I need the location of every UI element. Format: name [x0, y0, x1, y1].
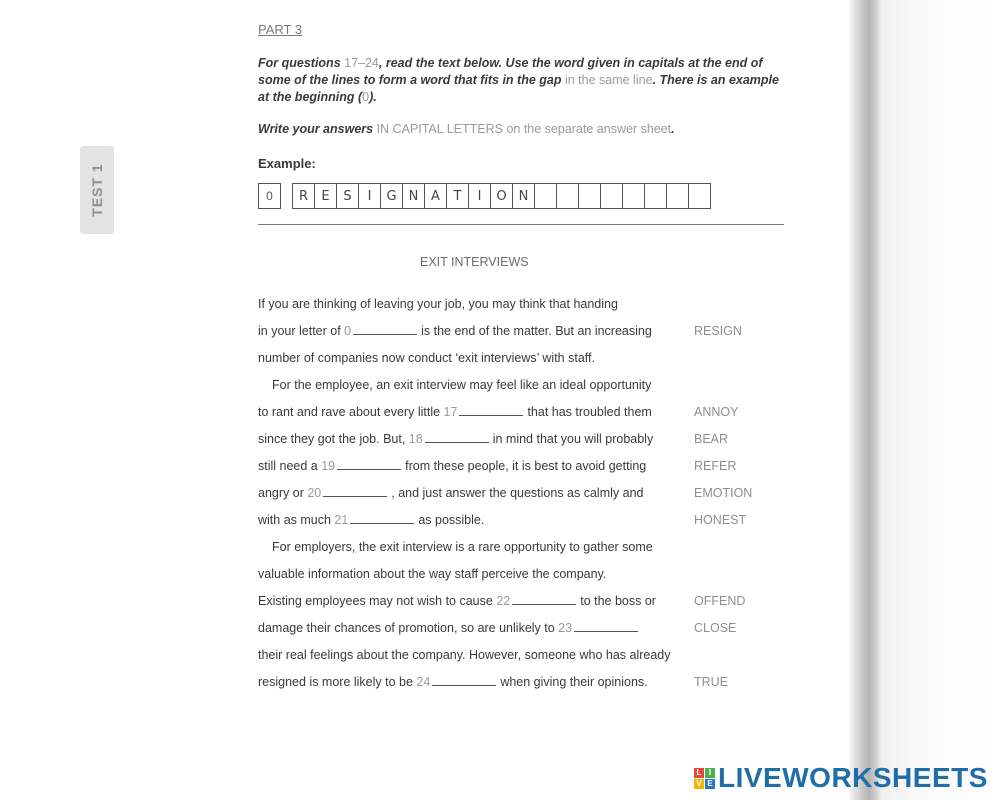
line-text: when giving their opinions.: [500, 675, 648, 689]
gap-number: 24: [416, 675, 431, 689]
example-letter-cell: E: [315, 183, 337, 209]
keyword: HONEST: [694, 513, 747, 527]
gap-number: 20: [307, 486, 322, 500]
text-line: [272, 540, 653, 554]
text-line: [258, 405, 652, 419]
line-text: Existing employees may not wish to cause: [258, 594, 497, 608]
line-text: , and just answer the questions as calmly and: [391, 486, 644, 500]
liveworksheets-logo: [694, 762, 988, 794]
gap-number: 19: [321, 459, 336, 473]
answer-sheet-text: on the separate answer sheet: [502, 122, 672, 136]
example-label: Example:: [258, 156, 316, 171]
line-text: as possible.: [418, 513, 485, 527]
answer-gap[interactable]: [425, 432, 489, 443]
answer-gap[interactable]: [337, 459, 401, 470]
example-letter-cell: [601, 183, 623, 209]
line-text: from these people, it is best to avoid getting: [405, 459, 647, 473]
example-letter-grid: [292, 183, 711, 209]
keyword: CLOSE: [694, 621, 737, 635]
line-text: their real feelings about the company. However, someone who has already: [258, 648, 671, 662]
line-text: that has troubled them: [527, 405, 652, 419]
keyword: REFER: [694, 459, 737, 473]
example-letter-cell: T: [447, 183, 469, 209]
keyword: OFFEND: [694, 594, 746, 608]
example-letter-cell: O: [491, 183, 513, 209]
text-line: [258, 594, 656, 608]
example-letter-cell: [667, 183, 689, 209]
gap-number: 17: [443, 405, 458, 419]
text-line: [272, 378, 651, 392]
text-line: [258, 675, 648, 689]
gap-number: 23: [558, 621, 573, 635]
answer-gap[interactable]: [512, 594, 576, 605]
text-line: [258, 297, 618, 311]
answer-gap[interactable]: [432, 675, 496, 686]
example-letter-cell: N: [513, 183, 535, 209]
instructions-text: For questions: [258, 56, 345, 70]
section-divider: [258, 224, 784, 225]
line-text: If you are thinking of leaving your job, you may think that handing: [258, 297, 618, 311]
line-text: to rant and rave about every little: [258, 405, 444, 419]
keyword: RESIGN: [694, 324, 742, 338]
keyword: TRUE: [694, 675, 729, 689]
text-line: [258, 621, 642, 635]
example-letter-cell: [557, 183, 579, 209]
answer-gap[interactable]: [353, 324, 417, 335]
example-letter-cell: I: [469, 183, 491, 209]
keyword: BEAR: [694, 432, 729, 446]
line-text: valuable information about the way staff perceive the company.: [258, 567, 607, 581]
example-letter-cell: A: [425, 183, 447, 209]
example-letter-cell: S: [337, 183, 359, 209]
line-text: resigned is more likely to be: [258, 675, 417, 689]
text-line: [258, 459, 646, 473]
gap-number: 22: [496, 594, 511, 608]
logo-tile: E: [705, 779, 715, 789]
gap-number: 0: [344, 324, 352, 338]
answer-gap[interactable]: [323, 486, 387, 497]
line-text: For the employee, an exit interview may feel like an ideal opportunity: [272, 378, 652, 392]
keyword: EMOTION: [694, 486, 753, 500]
example-letter-cell: [579, 183, 601, 209]
answers-text: Write your answers: [258, 122, 377, 136]
text-line: [258, 351, 595, 365]
text-line: [258, 432, 653, 446]
instructions-text: . There is an example at the beginning (: [258, 73, 779, 104]
logo-tile: V: [694, 779, 704, 789]
example-answer-box: [258, 183, 711, 209]
text-line: [258, 648, 671, 662]
line-text: number of companies now conduct ‘exit interviews’ with staff.: [258, 351, 595, 365]
test-side-tab: [80, 146, 114, 234]
line-text: is the end of the matter. But an increasing: [421, 324, 652, 338]
answer-gap[interactable]: [350, 513, 414, 524]
example-letter-cell: R: [293, 183, 315, 209]
line-text: still need a: [258, 459, 322, 473]
same-line-highlight: in the same line: [564, 73, 653, 87]
line-text: to the boss or: [580, 594, 656, 608]
liveworksheets-icon: [694, 768, 715, 789]
example-letter-cell: [623, 183, 645, 209]
instructions-text: , read the text below. Use the word given in capitals at the end of some of the lines to form a word that fits in the gap: [258, 56, 763, 87]
example-letter-cell: [645, 183, 667, 209]
example-letter-cell: I: [359, 183, 381, 209]
line-text: damage their chances of promotion, so are unlikely to: [258, 621, 559, 635]
example-number: 0: [258, 183, 281, 209]
example-letter-cell: [689, 183, 711, 209]
line-text: in mind that you will probably: [492, 432, 654, 446]
page-shadow: [882, 0, 1000, 800]
instructions: [258, 55, 788, 106]
capital-letters-highlight: IN CAPITAL LETTERS: [376, 122, 503, 136]
line-text: in your letter of: [258, 324, 345, 338]
line-text: since they got the job. But,: [258, 432, 409, 446]
answers-instruction: [258, 122, 788, 136]
line-text: with as much: [258, 513, 335, 527]
part-title: PART 3: [258, 22, 303, 37]
question-range: 17–24: [344, 56, 379, 70]
answer-gap[interactable]: [574, 621, 638, 632]
gap-number: 18: [408, 432, 423, 446]
logo-tile: I: [705, 768, 715, 778]
instructions-text: ).: [369, 90, 377, 104]
keyword: ANNOY: [694, 405, 739, 419]
answer-gap[interactable]: [459, 405, 523, 416]
example-letter-cell: N: [403, 183, 425, 209]
gap-number: 21: [334, 513, 349, 527]
liveworksheets-wordmark: LIVEWORKSHEETS: [718, 762, 988, 793]
text-line: [258, 513, 484, 527]
text-line: [258, 486, 643, 500]
test-side-tab-label: TEST 1: [89, 163, 105, 217]
page-binding-edge: [848, 0, 882, 800]
example-letter-cell: G: [381, 183, 403, 209]
text-title: EXIT INTERVIEWS: [420, 255, 529, 269]
logo-tile: L: [694, 768, 704, 778]
example-ref: 0: [362, 90, 370, 104]
answers-text: .: [671, 122, 675, 136]
text-line: [258, 324, 652, 338]
example-letter-cell: [535, 183, 557, 209]
line-text: angry or: [258, 486, 308, 500]
text-line: [258, 567, 606, 581]
line-text: For employers, the exit interview is a rare opportunity to gather some: [272, 540, 653, 554]
